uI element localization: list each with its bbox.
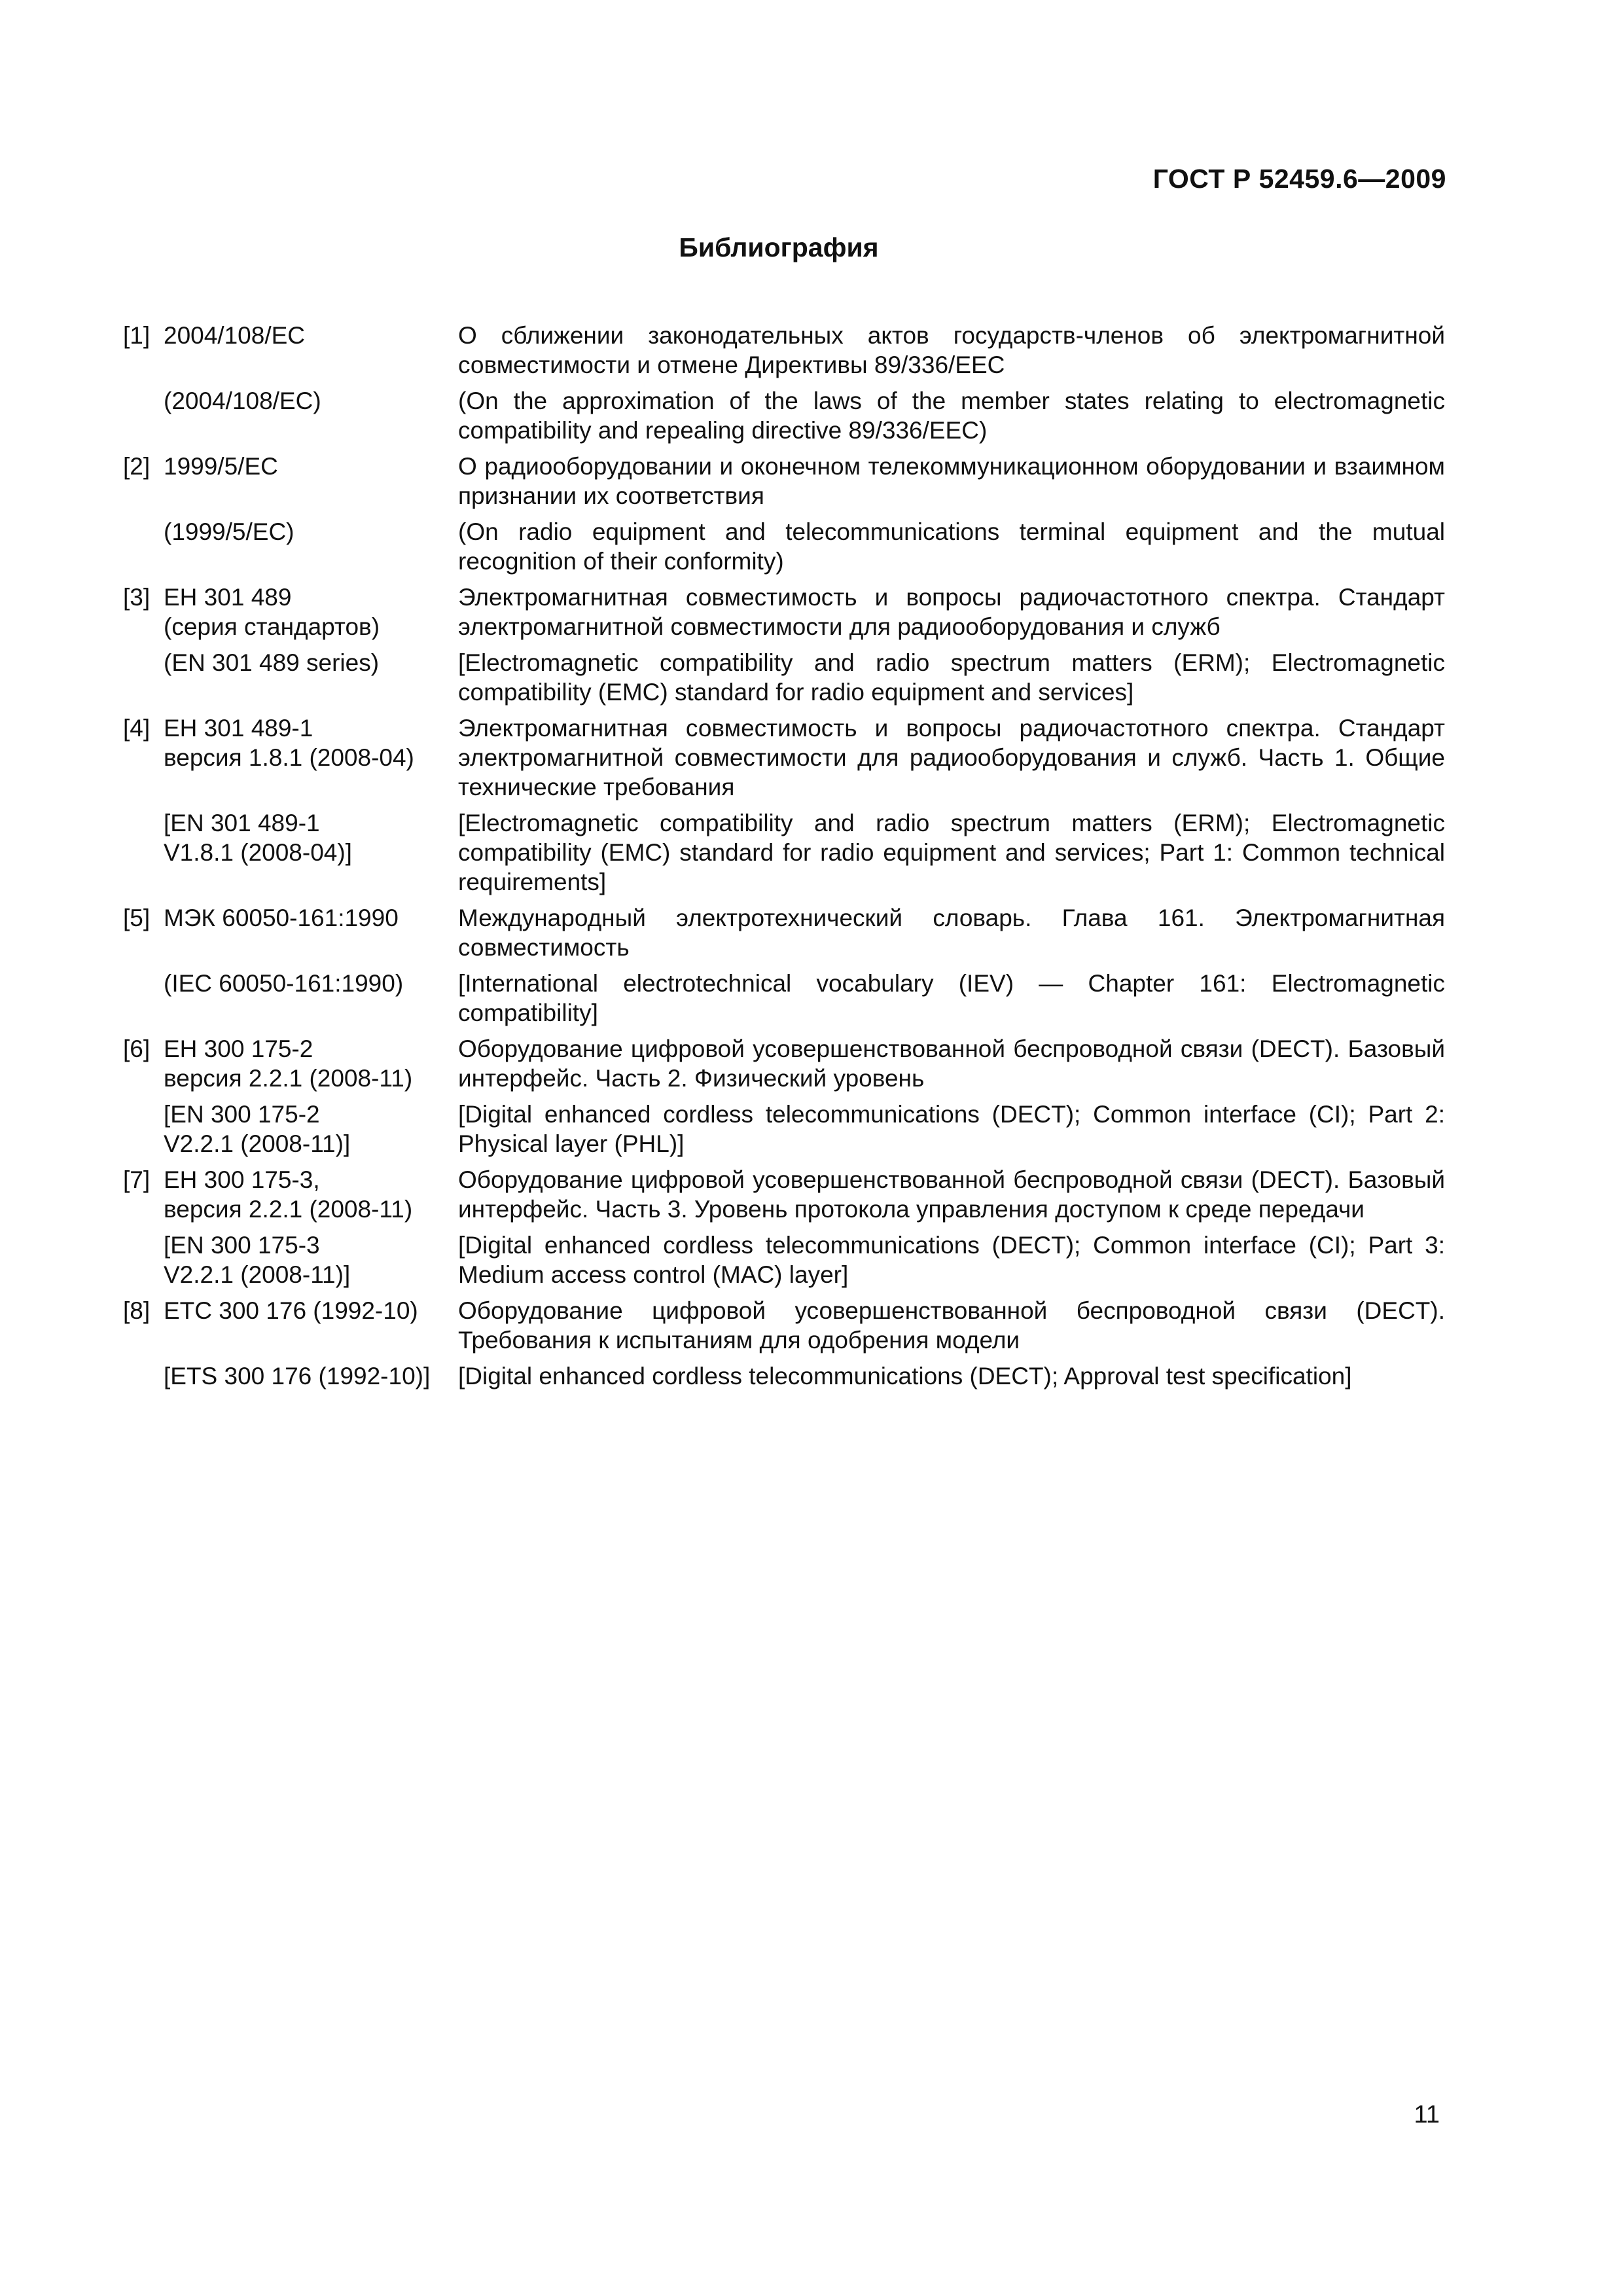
entry-number: [7] <box>123 1166 151 1193</box>
entry-reference-en: [EN 301 489-1 V1.8.1 (2008-04)] <box>164 810 352 866</box>
entry-title: Оборудование цифровой усовершенствованной беспроводной связи (DECT). Базовый интерфейс. Часть 2. Физический уровень <box>458 1035 1445 1092</box>
bibliography-entry-7 <box>123 1165 1445 1289</box>
entry-en-line <box>123 808 1445 897</box>
entry-reference-en: (EN 301 489 series) <box>164 649 380 676</box>
entry-title: Международный электротехнический словарь. Глава 161. Электромагнитная совместимость <box>458 905 1445 961</box>
entry-title-en: [Digital enhanced cordless telecommunications (DECT); Approval test specification] <box>458 1363 1352 1390</box>
entry-reference-en: (IEC 60050-161:1990) <box>164 970 404 997</box>
entry-ru-line <box>123 1165 1445 1224</box>
entry-reference-en: (1999/5/EC) <box>164 518 294 545</box>
entry-number: [3] <box>123 584 151 611</box>
entry-title-en: (On the approximation of the laws of the member states relating to electromagnetic compatibility and repealing directive 89/336/EEC) <box>458 387 1445 444</box>
entry-title-en: [Electromagnetic compatibility and radio spectrum matters (ERM); Electromagnetic compatibility (EMC) standard for radio equipment and services; Part 1: Common technical requirements] <box>458 810 1445 895</box>
bibliography-entry-2 <box>123 452 1445 576</box>
bibliography-list <box>123 321 1445 1397</box>
entry-en-line <box>123 1100 1445 1158</box>
entry-number: [6] <box>123 1035 151 1062</box>
entry-number: [2] <box>123 453 151 480</box>
entry-en-line <box>123 1230 1445 1289</box>
entry-en-line <box>123 386 1445 445</box>
bibliography-entry-8 <box>123 1296 1445 1391</box>
entry-en-line <box>123 969 1445 1028</box>
entry-title-en: [Electromagnetic compatibility and radio spectrum matters (ERM); Electromagnetic compatibility (EMC) standard for radio equipment and services] <box>458 649 1445 706</box>
entry-en-line <box>123 648 1445 707</box>
entry-reference: 2004/108/ЕС <box>164 322 306 349</box>
entry-number: [8] <box>123 1297 151 1324</box>
bibliography-entry-5 <box>123 903 1445 1028</box>
entry-title: Электромагнитная совместимость и вопросы радиочастотного спектра. Стандарт электромагнитной совместимости для радиооборудования и служб. Часть 1. Общие технические требования <box>458 715 1445 800</box>
entry-title: О сближении законодательных актов государств-членов об электромагнитной совместимости и отмене Директивы 89/336/ЕЕС <box>458 322 1445 378</box>
entry-reference: ЕН 300 175-2 версия 2.2.1 (2008-11) <box>164 1035 413 1092</box>
entry-reference-en: (2004/108/EC) <box>164 387 321 414</box>
entry-ru-line <box>123 583 1445 641</box>
entry-reference: 1999/5/ЕС <box>164 453 278 480</box>
entry-reference: ЕН 300 175-3, версия 2.2.1 (2008-11) <box>164 1166 413 1223</box>
entry-ru-line <box>123 713 1445 802</box>
entry-title-en: [International electrotechnical vocabulary (IEV) — Chapter 161: Electromagnetic compatibility] <box>458 970 1445 1026</box>
entry-reference: ЕН 301 489-1 версия 1.8.1 (2008-04) <box>164 715 414 771</box>
entry-ru-line <box>123 1034 1445 1093</box>
page-number: 11 <box>1414 2101 1440 2128</box>
bibliography-entry-4 <box>123 713 1445 897</box>
entry-title-en: [Digital enhanced cordless telecommunications (DECT); Common interface (CI); Part 3: Medium access control (MAC) layer] <box>458 1232 1445 1288</box>
entry-title-en: [Digital enhanced cordless telecommunications (DECT); Common interface (CI); Part 2: Physical layer (PHL)] <box>458 1101 1445 1157</box>
bibliography-entry-1 <box>123 321 1445 445</box>
entry-reference-en: [EN 300 175-3 V2.2.1 (2008-11)] <box>164 1232 351 1288</box>
page-title: Библиография <box>679 232 879 262</box>
entry-ru-line <box>123 452 1445 511</box>
entry-ru-line <box>123 903 1445 962</box>
entry-reference-en: [EN 300 175-2 V2.2.1 (2008-11)] <box>164 1101 351 1157</box>
entry-number: [4] <box>123 715 151 742</box>
entry-reference: ЕН 301 489 (серия стандартов) <box>164 584 380 640</box>
entry-title: Оборудование цифровой усовершенствованной беспроводной связи (DECT). Требования к испытаниям для одобрения модели <box>458 1297 1445 1354</box>
entry-title-en: (On radio equipment and telecommunications terminal equipment and the mutual recognition of their conformity) <box>458 518 1445 575</box>
entry-en-line <box>123 1361 1445 1391</box>
entry-title: Электромагнитная совместимость и вопросы радиочастотного спектра. Стандарт электромагнитной совместимости для радиооборудования и служб <box>458 584 1445 640</box>
entry-number: [1] <box>123 322 151 349</box>
bibliography-entry-6 <box>123 1034 1445 1158</box>
document-code: ГОСТ Р 52459.6—2009 <box>1152 164 1446 194</box>
entry-title: О радиооборудовании и оконечном телекоммуникационном оборудовании и взаимном признании их соответствия <box>458 453 1445 509</box>
entry-title: Оборудование цифровой усовершенствованной беспроводной связи (DECT). Базовый интерфейс. Часть 3. Уровень протокола управления доступом к среде передачи <box>458 1166 1445 1223</box>
entry-ru-line <box>123 1296 1445 1355</box>
entry-reference: ETC 300 176 (1992-10) <box>164 1297 418 1324</box>
entry-en-line <box>123 517 1445 576</box>
bibliography-entry-3 <box>123 583 1445 707</box>
entry-reference: МЭК 60050-161:1990 <box>164 905 399 931</box>
entry-number: [5] <box>123 905 151 931</box>
entry-ru-line <box>123 321 1445 380</box>
entry-reference-en: [ETS 300 176 (1992-10)] <box>164 1363 431 1390</box>
